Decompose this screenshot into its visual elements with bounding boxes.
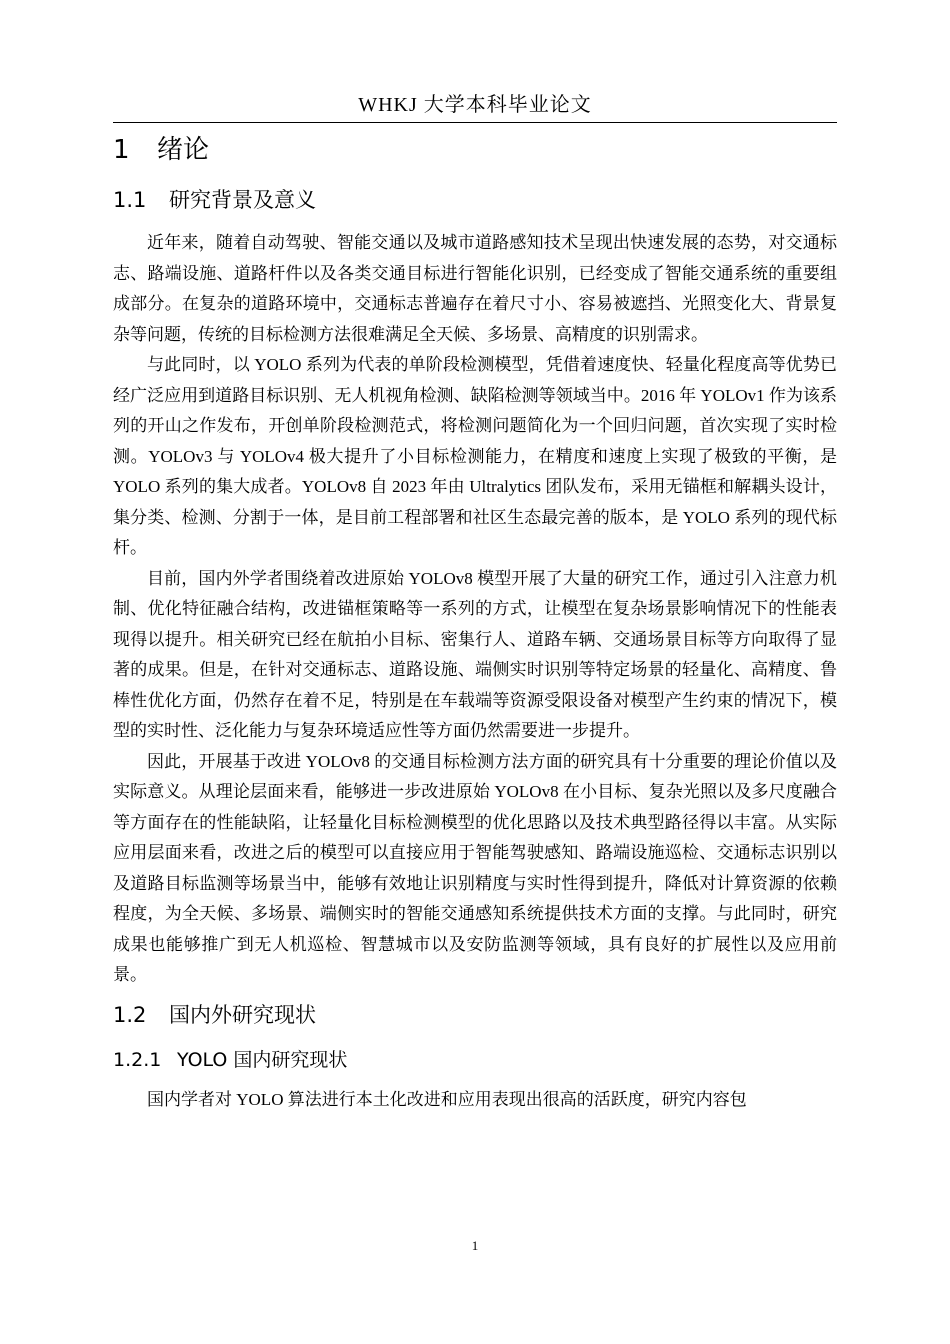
chapter-number: 1 [113, 135, 130, 165]
paragraph: 与此同时，以 YOLO 系列为代表的单阶段检测模型，凭借着速度快、轻量化程度高等优势已经广泛应用到道路目标识别、无人机视角检测、缺陷检测等领域当中。2016 年 YOLOv1 作为该系列的开山之作发布，开创单阶段检测范式，将检测问题简化为一个回归问题，首次实现了实时检测。YOLOv3 与 YOLOv4 极大提升了小目标检测能力，在精度和速度上实现了极致的平衡，是 YOLO 系列的集大成者。YOLOv8 自 2023 年由 Ultralytics 团队发布，采用无锚框和解耦头设计，集分类、检测、分割于一体，是目前工程部署和社区生态最完善的版本，是 YOLO 系列的现代标杆。 [113, 355, 837, 557]
section-number: 1.2 [113, 1002, 147, 1027]
chapter-title: 绪论 [157, 135, 210, 165]
page-number: 1 [471, 1238, 479, 1253]
subsection-heading-1-2-1 [113, 1043, 837, 1077]
paragraph: 目前，国内外学者围绕着改进原始 YOLOv8 模型开展了大量的研究工作，通过引入注意力机制、优化特征融合结构，改进锚框策略等一系列的方式，让模型在复杂场景影响情况下的性能表现得以提升。相关研究已经在航拍小目标、密集行人、道路车辆、交通场景目标等方向取得了显著的成果。但是，在针对交通标志、道路设施、端侧实时识别等特定场景的轻量化、高精度、鲁棒性优化方面，仍然存在着不足，特别是在车载端等资源受限设备对模型产生约束的情况下，模型的实时性、泛化能力与复杂环境适应性等方面仍然需要进一步提升。 [113, 568, 837, 740]
subsection-number: 1.2.1 [113, 1048, 162, 1071]
paragraph: 近年来，随着自动驾驶、智能交通以及城市道路感知技术呈现出快速发展的态势，对交通标志、路端设施、道路杆件以及各类交通目标进行智能化识别，已经变成了智能交通系统的重要组成部分。在复杂的道路环境中，交通标志普遍存在着尺寸小、容易被遮挡、光照变化大、背景复杂等问题，传统的目标检测方法很难满足全天候、多场景、高精度的识别需求。 [113, 233, 837, 344]
paragraph: 国内学者对 YOLO 算法进行本土化改进和应用表现出很高的活跃度，研究内容包 [147, 1089, 747, 1109]
chapter-heading [113, 130, 837, 170]
subsection-title: YOLO 国内研究现状 [177, 1048, 348, 1071]
section-title: 国内外研究现状 [169, 1002, 316, 1027]
section-number: 1.1 [113, 188, 147, 212]
section-title: 研究背景及意义 [169, 188, 316, 212]
section-heading-1-1 [113, 182, 837, 218]
header-title: WHKJ 大学本科毕业论文 [358, 94, 592, 116]
page-header [113, 90, 837, 123]
section-heading-1-2 [113, 997, 837, 1033]
paragraph: 因此，开展基于改进 YOLOv8 的交通目标检测方法方面的研究具有十分重要的理论价值以及实际意义。从理论层面来看，能够进一步改进原始 YOLOv8 在小目标、复杂光照以及多尺度融合等方面存在的性能缺陷，让轻量化目标检测模型的优化思路以及技术典型路径得以丰富。从实际应用层面来看，改进之后的模型可以直接应用于智能驾驶感知、路端设施巡检、交通标志识别以及道路目标监测等场景当中，能够有效地让识别精度与实时性得到提升，降低对计算资源的依赖程度，为全天候、多场景、端侧实时的智能交通感知系统提供技术方面的支撑。与此同时，研究成果也能够推广到无人机巡检、智慧城市以及安防监测等领域，具有良好的扩展性以及应用前景。 [113, 751, 837, 984]
document-body [113, 128, 837, 1115]
